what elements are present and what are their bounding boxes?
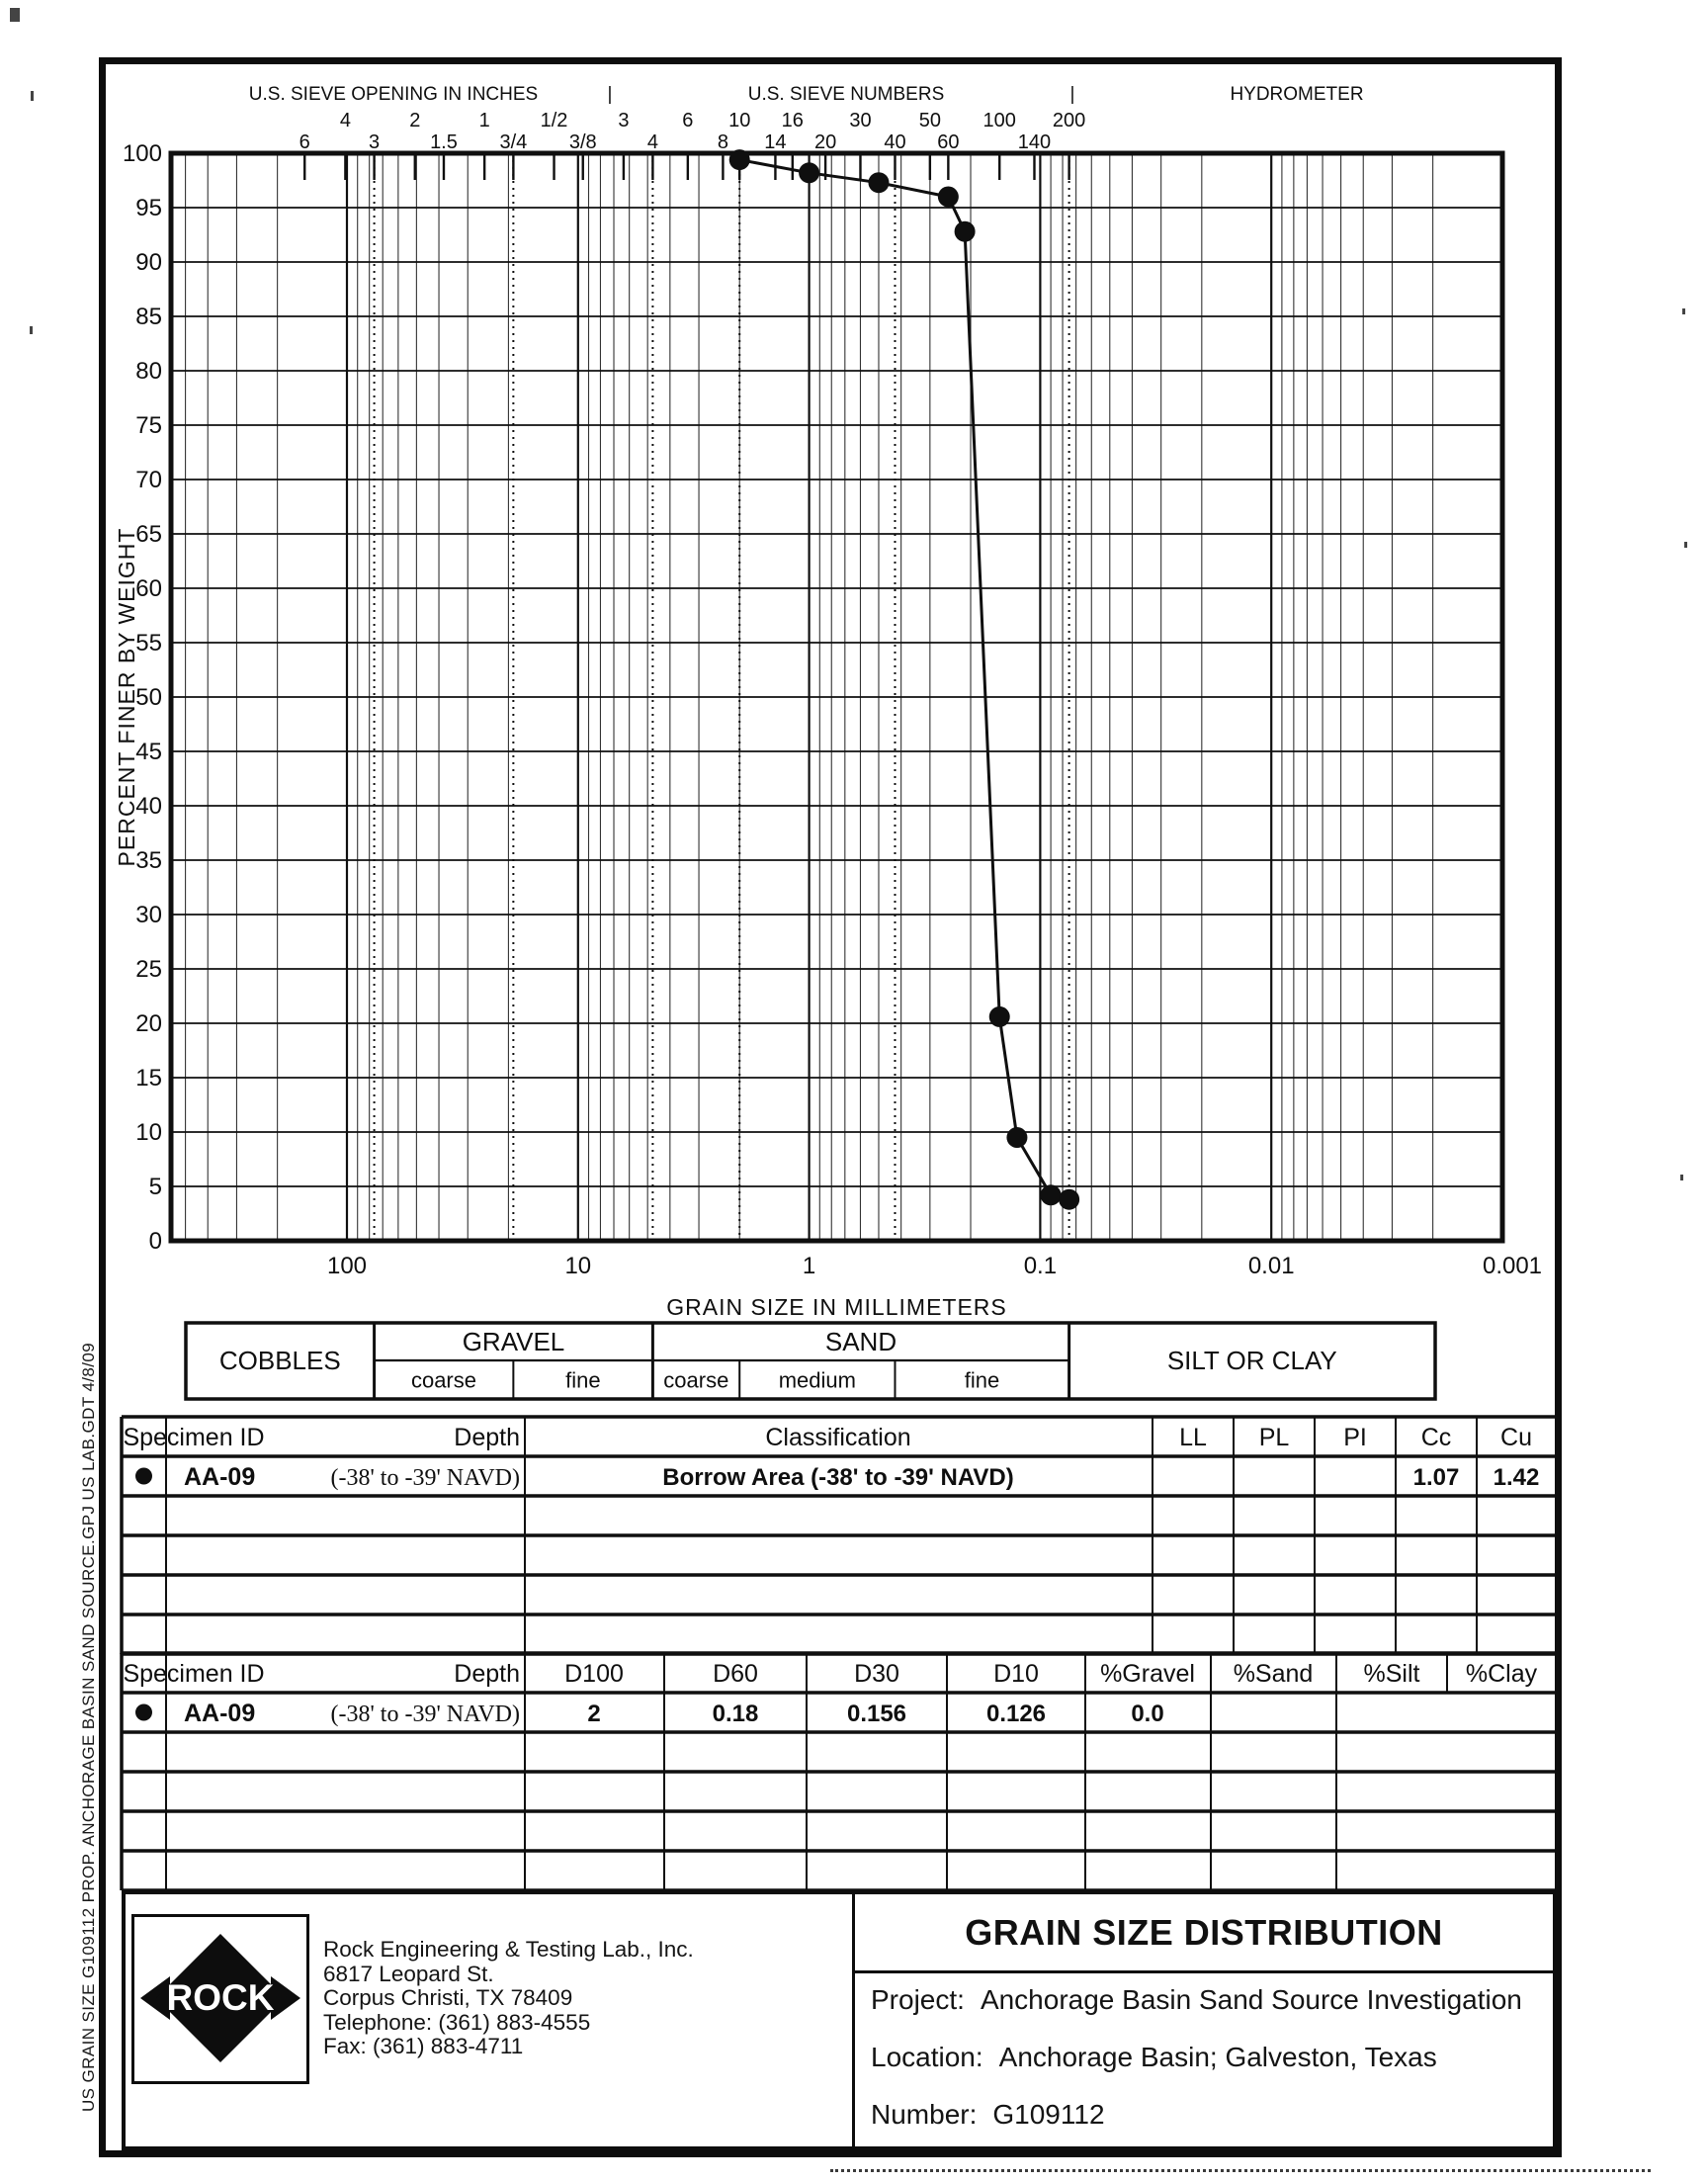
svg-text:15: 15 (135, 1065, 162, 1092)
svg-text:70: 70 (135, 467, 162, 493)
svg-text:%Silt: %Silt (1363, 1660, 1420, 1688)
svg-text:1/2: 1/2 (540, 110, 568, 131)
specimen-marker (135, 1468, 152, 1485)
svg-text:0.1: 0.1 (1023, 1253, 1058, 1279)
svg-text:10: 10 (564, 1253, 592, 1279)
svg-text:|: | (1069, 84, 1075, 105)
svg-text:60: 60 (135, 575, 162, 602)
svg-text:0.126: 0.126 (985, 1701, 1047, 1727)
sieve-ticks (299, 110, 1086, 180)
data-point (868, 172, 889, 193)
svg-text:coarse: coarse (663, 1367, 729, 1393)
svg-text:medium: medium (778, 1367, 856, 1393)
svg-text:2: 2 (587, 1701, 601, 1727)
svg-text:D10: D10 (993, 1660, 1039, 1688)
svg-text:8: 8 (717, 131, 728, 153)
svg-text:30: 30 (849, 110, 872, 131)
classification-table (122, 1417, 1557, 1654)
svg-text:U.S. SIEVE OPENING IN INCHES: U.S. SIEVE OPENING IN INCHES (248, 84, 539, 105)
company-name: Rock Engineering & Testing Lab., Inc. (323, 1937, 694, 1962)
svg-text:40: 40 (135, 793, 162, 820)
data-point (799, 162, 819, 183)
svg-text:LL: LL (1179, 1424, 1207, 1451)
svg-text:45: 45 (135, 739, 162, 765)
svg-text:75: 75 (135, 412, 162, 439)
svg-text:20: 20 (813, 131, 837, 153)
svg-text:1.5: 1.5 (430, 131, 458, 153)
svg-text:95: 95 (135, 195, 162, 221)
svg-text:100: 100 (122, 140, 162, 167)
project-row (871, 1983, 1545, 2017)
report-info-panel (852, 1894, 1553, 2146)
data-point (729, 149, 750, 170)
title-block (122, 1890, 1557, 2150)
svg-text:4: 4 (339, 110, 351, 131)
svg-text:PERCENT FINER BY WEIGHT: PERCENT FINER BY WEIGHT (114, 527, 139, 867)
svg-text:HYDROMETER: HYDROMETER (1230, 84, 1364, 105)
plot-group (171, 153, 1502, 1241)
company-logo (131, 1914, 309, 2084)
svg-text:16: 16 (781, 110, 804, 131)
svg-text:3/4: 3/4 (499, 131, 528, 153)
svg-text:0: 0 (148, 1228, 162, 1255)
scan-speck (1684, 542, 1687, 548)
data-point (938, 187, 959, 208)
company-fax: Fax: (361) 883-4711 (323, 2034, 524, 2058)
svg-text:200: 200 (1052, 110, 1086, 131)
svg-text:14: 14 (764, 131, 787, 153)
svg-text:60: 60 (937, 131, 960, 153)
svg-text:|: | (607, 84, 613, 105)
svg-text:80: 80 (135, 358, 162, 385)
svg-text:Specimen ID: Specimen ID (123, 1660, 265, 1688)
svg-text:3: 3 (369, 131, 381, 153)
svg-text:Specimen ID: Specimen ID (123, 1424, 265, 1451)
svg-text:AA-09: AA-09 (184, 1463, 256, 1491)
svg-text:2: 2 (409, 110, 421, 131)
svg-text:4: 4 (646, 131, 658, 153)
svg-text:0.156: 0.156 (846, 1701, 907, 1727)
svg-text:3: 3 (618, 110, 630, 131)
svg-text:Borrow Area (-38' to -39' NAVD: Borrow Area (-38' to -39' NAVD) (662, 1464, 1014, 1491)
scan-speck (1682, 308, 1685, 314)
svg-text:1.42: 1.42 (1493, 1464, 1540, 1491)
svg-text:SILT OR CLAY: SILT OR CLAY (1166, 1346, 1337, 1375)
svg-text:Cu: Cu (1500, 1424, 1532, 1451)
location-label: Location: (871, 2042, 983, 2072)
svg-text:140: 140 (1017, 131, 1052, 153)
svg-text:90: 90 (135, 249, 162, 276)
svg-text:Depth: Depth (454, 1424, 520, 1451)
svg-text:5: 5 (148, 1174, 162, 1200)
svg-text:100: 100 (982, 110, 1016, 131)
svg-text:25: 25 (135, 956, 162, 983)
report-title: GRAIN SIZE DISTRIBUTION (855, 1894, 1553, 1973)
svg-text:6: 6 (682, 110, 694, 131)
svg-text:1: 1 (802, 1253, 816, 1279)
svg-text:6: 6 (299, 131, 310, 153)
svg-text:(-38' to -39' NAVD): (-38' to -39' NAVD) (330, 1465, 520, 1491)
svg-text:85: 85 (135, 304, 162, 330)
svg-text:1.07: 1.07 (1412, 1464, 1460, 1491)
company-phone: Telephone: (361) 883-4555 (323, 2009, 591, 2035)
project-label: Project: (871, 1984, 965, 2015)
company-city: Corpus Christi, TX 78409 (323, 1985, 573, 2010)
svg-text:fine: fine (964, 1367, 1000, 1393)
svg-text:GRAVEL: GRAVEL (462, 1327, 565, 1356)
company-panel (126, 1894, 852, 2146)
y-axis-title (114, 528, 139, 867)
svg-text:0.0: 0.0 (1131, 1701, 1164, 1727)
svg-text:U.S. SIEVE NUMBERS: U.S. SIEVE NUMBERS (747, 84, 945, 105)
location-row (871, 2041, 1545, 2074)
company-address-block (323, 1938, 694, 2059)
scan-speck (30, 326, 33, 334)
svg-text:50: 50 (918, 110, 941, 131)
svg-text:PI: PI (1343, 1424, 1367, 1451)
svg-text:3/8: 3/8 (568, 131, 597, 153)
scan-speck (1680, 1175, 1683, 1180)
number-value: G109112 (992, 2099, 1105, 2130)
sidebar-archive-text: US GRAIN SIZE G109112 PROP. ANCHORAGE BASIN SAND SOURCE.GPJ US LAB.GDT 4/8/09 (79, 1342, 98, 2112)
svg-text:D60: D60 (713, 1660, 758, 1688)
rock-diamond-logo-icon (134, 1917, 306, 2081)
data-point (1041, 1184, 1062, 1205)
svg-text:D30: D30 (854, 1660, 899, 1688)
number-row (871, 2098, 1545, 2132)
svg-text:30: 30 (135, 902, 162, 928)
svg-text:Depth: Depth (454, 1660, 520, 1688)
data-point (1059, 1189, 1079, 1210)
svg-text:10: 10 (135, 1119, 162, 1146)
svg-text:D100: D100 (564, 1660, 624, 1688)
svg-text:coarse: coarse (410, 1367, 477, 1393)
data-point (955, 221, 976, 242)
svg-text:20: 20 (135, 1010, 162, 1037)
svg-text:(-38' to -39' NAVD): (-38' to -39' NAVD) (330, 1702, 520, 1727)
svg-text:%Clay: %Clay (1465, 1660, 1538, 1688)
svg-text:fine: fine (565, 1367, 601, 1393)
svg-text:40: 40 (884, 131, 906, 153)
svg-text:Cc: Cc (1420, 1424, 1452, 1451)
svg-text:AA-09: AA-09 (184, 1700, 256, 1727)
svg-text:55: 55 (135, 630, 162, 656)
gradation-table (122, 1653, 1557, 1890)
svg-text:0.001: 0.001 (1482, 1253, 1543, 1279)
svg-text:35: 35 (135, 847, 162, 874)
svg-text:100: 100 (326, 1253, 368, 1279)
data-point (989, 1006, 1010, 1027)
svg-text:50: 50 (135, 684, 162, 711)
svg-text:65: 65 (135, 521, 162, 548)
svg-text:SAND: SAND (824, 1327, 897, 1356)
gradation-curve (729, 149, 1079, 1210)
sieve-header (249, 84, 1364, 105)
svg-text:10: 10 (728, 110, 751, 131)
svg-text:PL: PL (1258, 1424, 1290, 1451)
svg-text:GRAIN SIZE IN MILLIMETERS: GRAIN SIZE IN MILLIMETERS (666, 1294, 1007, 1320)
scan-artifact-dotted-line (830, 2169, 1651, 2172)
svg-text:1: 1 (478, 110, 490, 131)
svg-text:Classification: Classification (765, 1424, 911, 1451)
svg-text:0.18: 0.18 (712, 1701, 759, 1727)
project-value: Anchorage Basin Sand Source Investigation (980, 1984, 1522, 2015)
svg-text:%Sand: %Sand (1233, 1660, 1314, 1688)
scan-speck (10, 8, 20, 22)
svg-text:COBBLES: COBBLES (218, 1346, 341, 1375)
location-value: Anchorage Basin; Galveston, Texas (998, 2042, 1437, 2072)
company-street: 6817 Leopard St. (323, 1961, 494, 1986)
fraction-band-strip (186, 1323, 1435, 1399)
number-label: Number: (871, 2099, 978, 2130)
data-point (1006, 1127, 1027, 1148)
logo-wordmark: ROCK (166, 1977, 275, 2018)
specimen-marker (135, 1704, 152, 1721)
x-axis-labels (327, 1253, 1542, 1279)
x-axis-title (666, 1294, 1007, 1320)
svg-text:0.01: 0.01 (1247, 1253, 1295, 1279)
svg-text:%Gravel: %Gravel (1100, 1660, 1195, 1688)
scan-speck (31, 91, 34, 101)
